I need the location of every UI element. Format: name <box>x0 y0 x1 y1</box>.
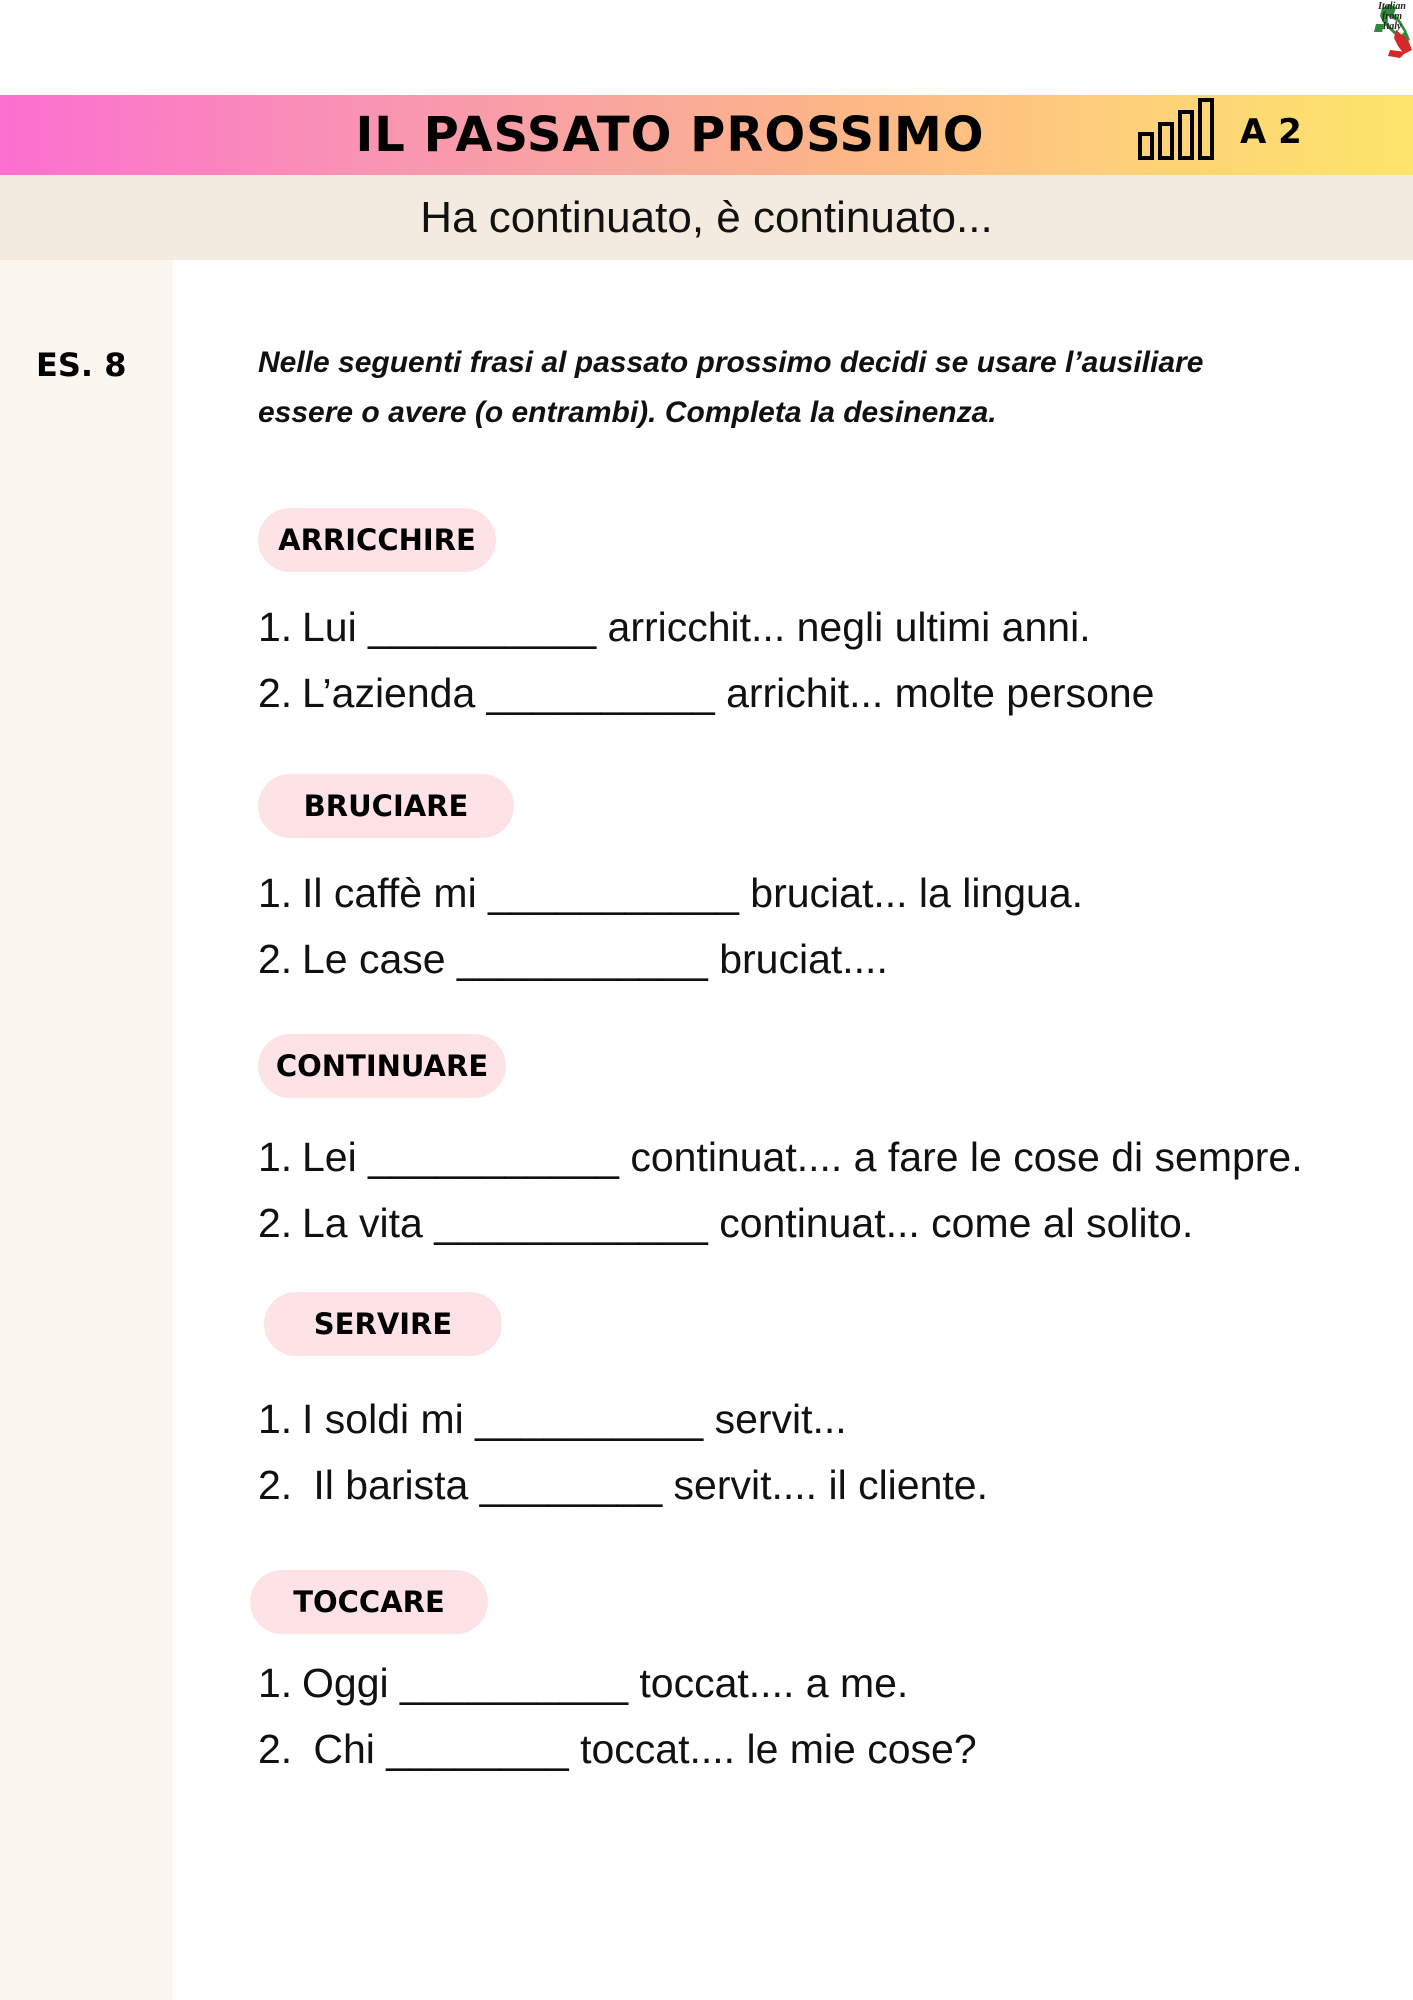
sentence-text: Il caffè mi ___________ bruciat... la lingua. <box>302 870 1084 916</box>
sentence <box>258 1200 1193 1247</box>
exercise-instructions <box>258 338 1308 438</box>
instructions-line: Nelle seguenti frasi al passato prossimo decidi se usare l’ausiliare <box>258 346 1204 379</box>
sentence-number: 1. <box>258 1134 293 1180</box>
sentence-text: Lui __________ arricchit... negli ultimi anni. <box>302 604 1091 650</box>
sentence-text: Chi ________ toccat.... le mie cose? <box>302 1726 977 1772</box>
sentence-text: L’azienda __________ arrichit... molte persone <box>302 670 1155 716</box>
logo-text: Italian from Italy <box>1378 1 1406 32</box>
sentence-text: Il barista ________ servit.... il cliente. <box>302 1462 988 1508</box>
page-subtitle: Ha continuato, è continuato... <box>420 192 993 242</box>
sentence-text: Oggi __________ toccat.... a me. <box>302 1660 909 1706</box>
sentence <box>258 670 1154 717</box>
sentence <box>258 870 1083 917</box>
exercise-label: ES. 8 <box>36 346 127 384</box>
sentence-number: 2. <box>258 1726 293 1772</box>
sentence-text: Le case ___________ bruciat.... <box>302 936 888 982</box>
verb-pill-bruciare: BRUCIARE <box>258 774 514 838</box>
sentence-text: Lei ___________ continuat.... a fare le cose di sempre. <box>302 1134 1303 1180</box>
sentence <box>258 1134 1303 1181</box>
sentence <box>258 936 888 983</box>
sentence-number: 1. <box>258 1396 293 1442</box>
sentence-number: 1. <box>258 870 293 916</box>
left-margin-strip <box>0 260 173 2000</box>
level-bars-icon <box>1136 94 1226 164</box>
sentence <box>258 1462 988 1509</box>
verb-pill-toccare: TOCCARE <box>250 1570 488 1634</box>
instructions-line: essere o avere (o entrambi). Completa la desinenza. <box>258 396 997 429</box>
sentence <box>258 1726 977 1773</box>
sentence <box>258 604 1091 651</box>
sentence-number: 2. <box>258 670 293 716</box>
sentence <box>258 1396 847 1443</box>
sentence-number: 2. <box>258 936 293 982</box>
verb-pill-arricchire: ARRICCHIRE <box>258 508 496 572</box>
page-title: IL PASSATO PROSSIMO <box>355 107 985 163</box>
sentence-text: La vita ____________ continuat... come al solito. <box>302 1200 1194 1246</box>
sentence-number: 2. <box>258 1462 293 1508</box>
verb-pill-continuare: CONTINUARE <box>258 1034 506 1098</box>
sentence-number: 2. <box>258 1200 293 1246</box>
sentence-number: 1. <box>258 604 293 650</box>
sentence-number: 1. <box>258 1660 293 1706</box>
sentence <box>258 1660 908 1707</box>
sentence-text: I soldi mi __________ servit... <box>302 1396 847 1442</box>
level-badge: A 2 <box>1240 112 1302 152</box>
verb-pill-servire: SERVIRE <box>264 1292 502 1356</box>
